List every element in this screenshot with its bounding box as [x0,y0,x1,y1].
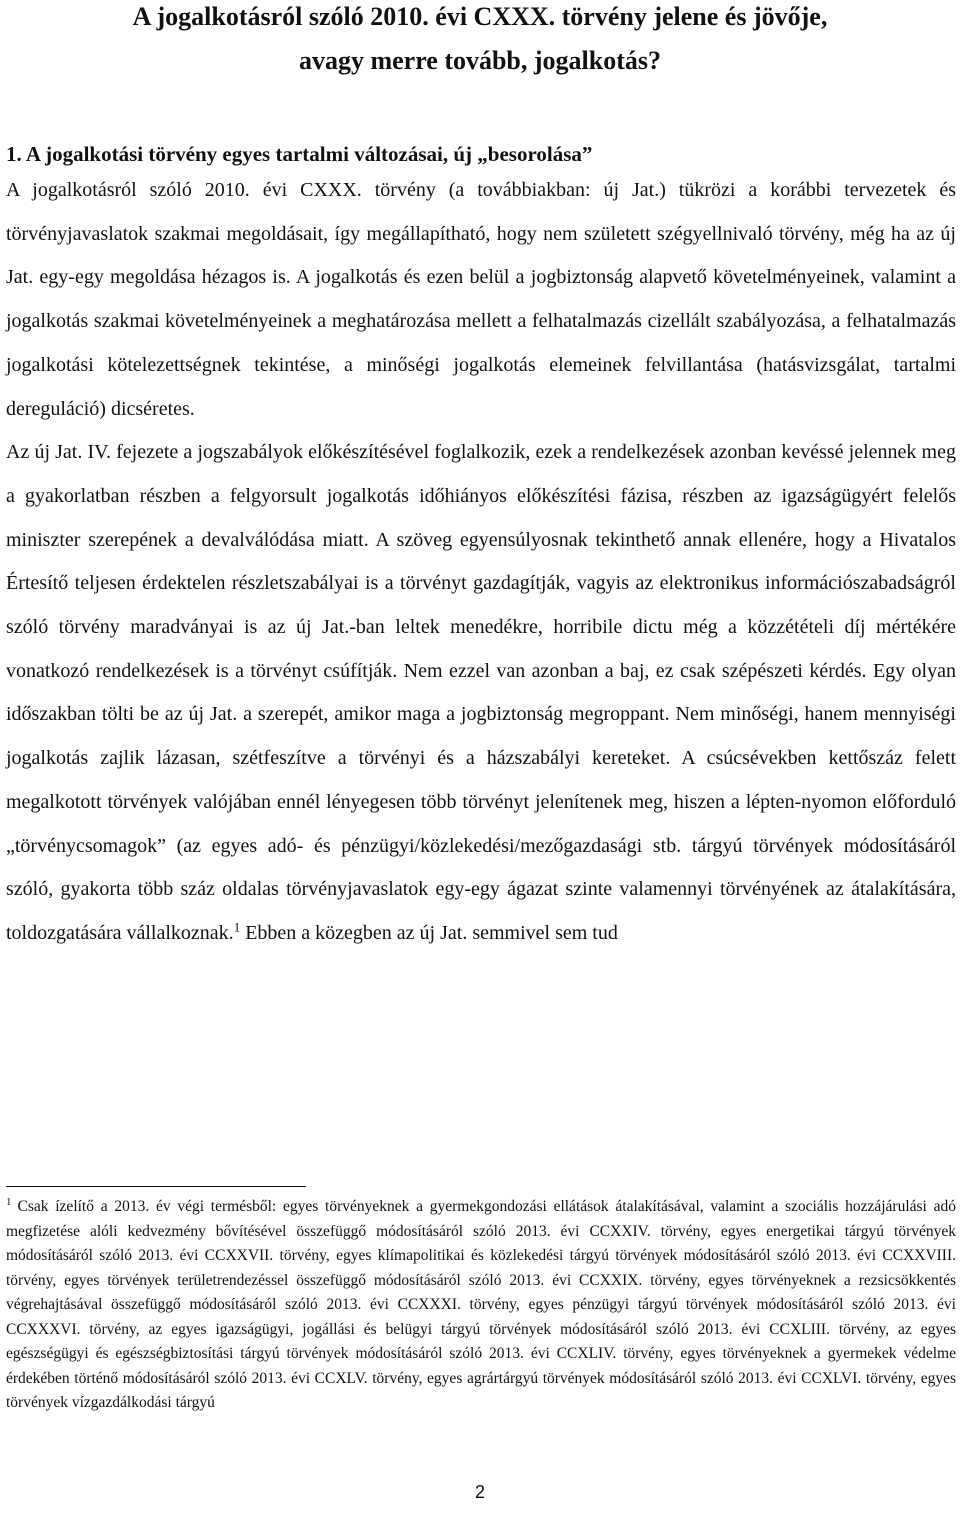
paragraph-2-tail: Ebben a közegben az új Jat. semmivel sem tud [240,921,618,944]
footnote-text: Csak ízelítő a 2013. év végi termésből: egyes törvényeknek a gyermekgondozási ellátások átalakításával, valamint a szociális hozzájárulási adó megfizetése alóli kedvezmény bővítésével összefüggő módosításáról szóló 2013. évi CCXXIV. törvény, egyes energetikai tárgyú törvények módosításáról szóló 2013. évi CCXXVII. törvény, egyes klímapolitikai és közlekedési tárgyú törvények módosításáról szóló 2013. évi CCXXVIII. törvény, egyes törvények területrendezéssel összefüggő módosításáról szóló 2013. évi CCXXIX. törvény, egyes törvényeknek a rezsicsökkentés végrehajtásával összefüggő módosításáról szóló 2013. évi CCXXXI. törvény, egyes pénzügyi tárgyú törvények módosításáról szóló 2013. évi CCXXXVI. törvény, az egyes igazságügyi, jogállási és belügyi tárgyú törvények módosításáról szóló 2013. évi CCXLIII. törvény, az egyes egészségügyi és egészségbiztosítási tárgyú törvények módosításáról szóló 2013. évi CCXLIV. törvény, egyes törvényeknek a gyermekek védelme érdekében történő módosításáról szóló 2013. évi CCXLV. törvény, egyes agrártárgyú törvények módosításáról szóló 2013. évi CCXLVI. törvény, egyes törvények vízgazdálkodási tárgyú [6,1198,956,1411]
footnote-number: 1 [6,1195,12,1208]
page-number: 2 [474,1482,485,1502]
paragraph-1: A jogalkotásról szóló 2010. évi CXXX. törvény (a továbbiakban: új Jat.) tükrözi a korábbi tervezetek és törvényjavaslatok szakmai megoldásait, így megállapítható, hogy nem született szégyellnivaló törvény, még ha az új Jat. egy-egy megoldása hézagos is. A jogalkotás és ezen belül a jogbiztonság alapvető követelményeinek, valamint a jogalkotás szakmai követelményeinek a meghatározása mellett a felhatalmazás cizellált szabályozása, a felhatalmazás jogalkotási kötelezettségnek tekintése, a minőségi jogalkotás elemeinek felvillantása (hatásvizsgálat, tartalmi dereguláció) dicséretes. [6,179,956,420]
document-title-line2: avagy merre tovább, jogalkotás? [298,46,662,75]
body-text [6,169,956,956]
section-heading: 1. A jogalkotási törvény egyes tartalmi változásai, új „besorolása” [6,142,593,166]
footnote-reference[interactable]: 1 [233,919,241,935]
document-title-line1: A jogalkotásról szóló 2010. évi CXXX. törvény jelene és jövője, [132,2,828,31]
footnote-separator [6,1186,306,1187]
footnote [6,1195,956,1416]
paragraph-2 [6,431,956,955]
paragraph-2-text: Az új Jat. IV. fejezete a jogszabályok előkészítésével foglalkozik, ezek a rendelkezések azonban kevéssé jelennek meg a gyakorlatban részben a felgyorsult jogalkotás időhiányos előkészítési fázisa, részben az igazságügyért felelős miniszter szerepének a devalválódása miatt. A szöveg egyensúlyosnak tekinthető annak ellenére, hogy a Hivatalos Értesítő teljesen érdektelen részletszabályai is a törvényt gazdagítják, vagyis az elektronikus információszabadságról szóló törvény maradványai is az új Jat.-ban leltek menedékre, horribile dictu még a közzétételi díj mértékére vonatkozó rendelkezések is a törvényt csúfítják. Nem ezzel van azonban a baj, ez csak szépészeti kérdés. Egy olyan időszakban tölti be az új Jat. a szerepét, amikor maga a jogbiztonság megroppant. Nem minőségi, hanem mennyiségi jogalkotás zajlik lázasan, szétfeszítve a törvényi és a házszabályi kereteket. A csúcsévekben kettőszáz felett megalkotott törvények valójában ennél lényegesen több törvényt jelenítenek meg, hiszen a lépten-nyomon előforduló „törvénycsomagok” (az egyes adó- és pénzügyi/közlekedési/mezőgazdasági stb. tárgyú törvények módosításáról szóló, gyakorta több száz oldalas törvényjavaslatok egy-egy ágazat szinte valamennyi törvényének az átalakítására, toldozgatására vállalkoznak. [6,441,956,944]
